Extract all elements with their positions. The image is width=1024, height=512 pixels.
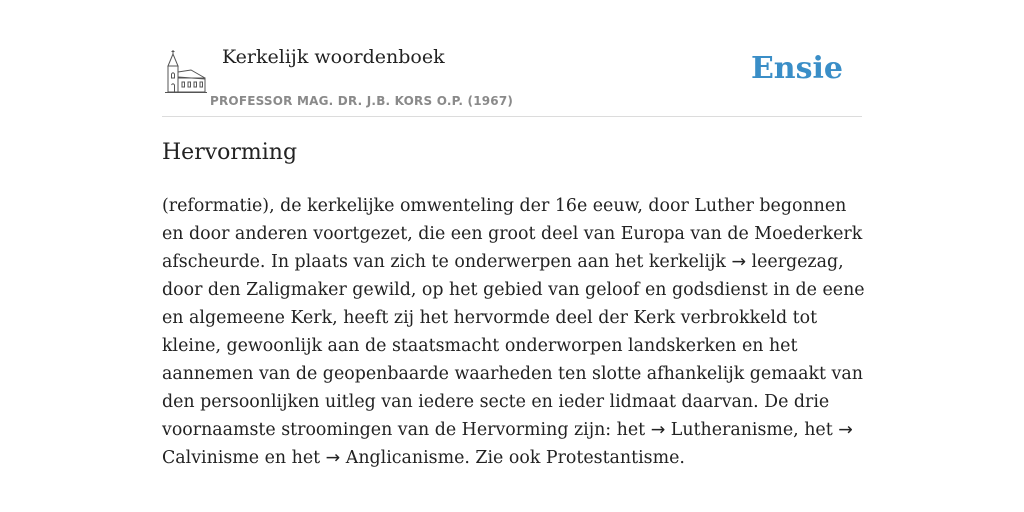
- entry-text-segment: Calvinisme en het: [162, 448, 326, 468]
- book-title[interactable]: Kerkelijk woordenboek: [222, 46, 445, 68]
- entry-text-segment: leergezag, door den Zaligmaker gewild, op het gebied van geloof en godsdienst in de eene en algemeene Kerk, heeft zij het hervormde deel der Kerk verbrokkeld tot kleine, gewoonlijk aan de staatsmacht onderworpen landskerken en het aannemen van de geopenbaarde waarheden ten slotte afhankelijk gemaakt van den persoonlijken uitleg van iedere secte en ieder lidmaat daarvan. De drie voornaamste stroomingen van de Hervorming zijn: het: [162, 252, 865, 440]
- cross-reference-arrow-icon: →: [838, 420, 853, 440]
- header: [162, 40, 862, 117]
- church-icon: [165, 50, 207, 94]
- ensie-logo-link[interactable]: Ensie: [750, 51, 843, 86]
- cross-reference-arrow-icon: →: [731, 252, 747, 272]
- entry-text-segment: Anglicanisme. Zie ook Protestantisme.: [340, 448, 685, 468]
- cross-reference-arrow-icon: →: [650, 420, 666, 440]
- entry-text-segment: Lutheranisme, het: [665, 420, 839, 440]
- entry-text-segment: (reformatie), de kerkelijke omwenteling der 16e eeuw, door Luther begonnen en door anderen voortgezet, die een groot deel van Europa van de Moederkerk afscheurde. In plaats van zich te onderwerpen aan het kerkelijk: [162, 196, 863, 272]
- author-credit: PROFESSOR MAG. DR. J.B. KORS O.P. (1967): [210, 94, 514, 108]
- entry-title: Hervorming: [162, 140, 298, 165]
- entry-body: [162, 192, 866, 472]
- cross-reference-arrow-icon: →: [325, 448, 341, 468]
